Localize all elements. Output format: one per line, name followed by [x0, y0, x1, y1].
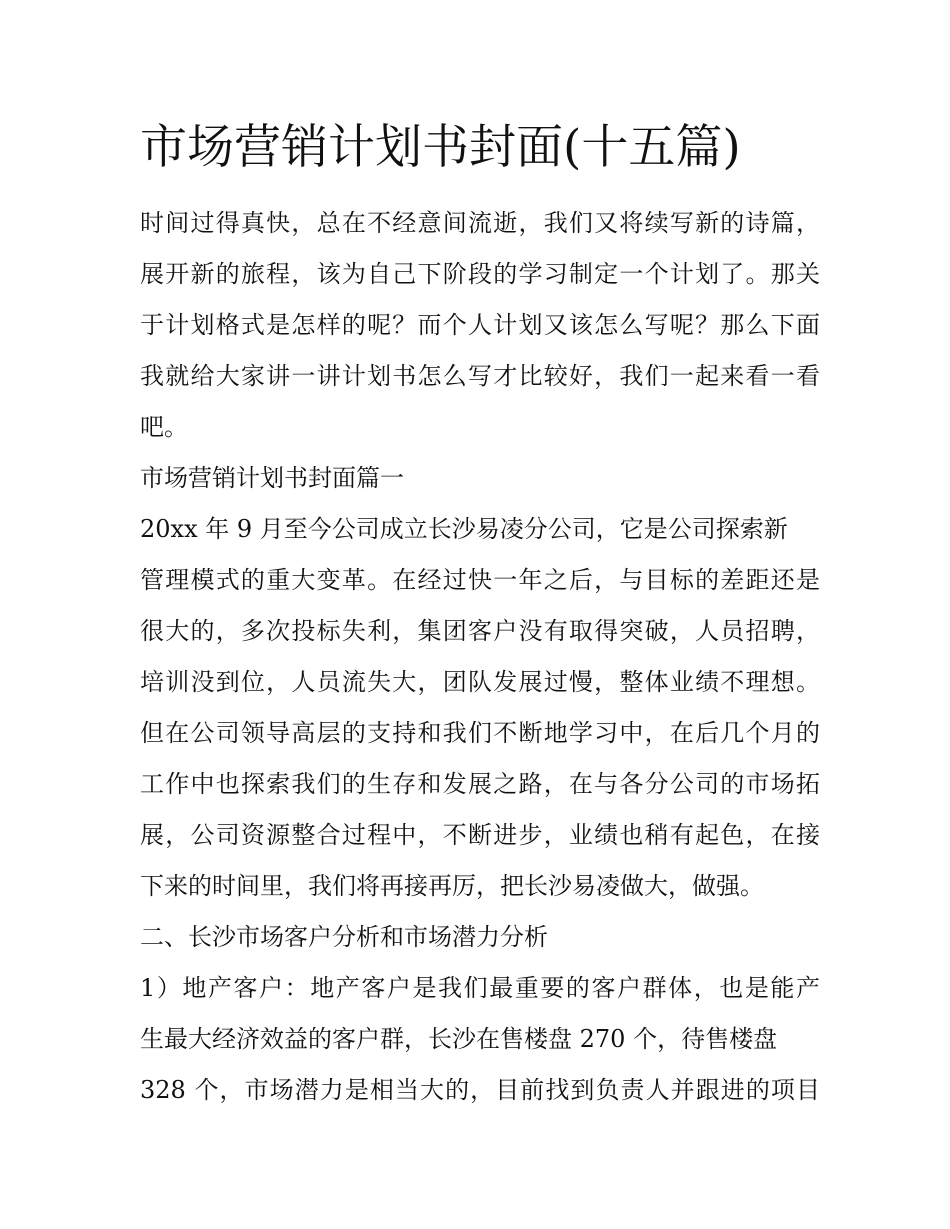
paragraph-line: 下来的时间里，我们将再接再厉，把长沙易凌做大，做强。 — [140, 872, 764, 900]
paragraph-line: 工作中也探索我们的生存和发展之路，在与各分公司的市场拓 — [140, 770, 820, 798]
paragraph-line: 我就给大家讲一讲计划书怎么写才比较好，我们一起来看一看 — [140, 362, 820, 390]
document-title: 市场营销计划书封面(十五篇) — [140, 120, 741, 175]
document-body — [140, 198, 820, 1116]
section-heading: 市场营销计划书封面篇一 — [140, 464, 404, 492]
paragraph-line: 展开新的旅程，该为自己下阶段的学习制定一个计划了。那关 — [140, 260, 820, 288]
paragraph-line: 20xx 年 9 月至今公司成立长沙易凌分公司，它是公司探索新 — [140, 515, 788, 543]
paragraph-line: 展，公司资源整合过程中，不断进步，业绩也稍有起色，在接 — [140, 821, 820, 849]
paragraph-line: 培训没到位，人员流失大，团队发展过慢，整体业绩不理想。 — [140, 668, 820, 696]
paragraph-line: 于计划格式是怎样的呢？而个人计划又该怎么写呢？那么下面 — [140, 311, 820, 339]
section-heading: 二、长沙市场客户分析和市场潜力分析 — [140, 923, 548, 951]
paragraph-line: 1）地产客户：地产客户是我们最重要的客户群体，也是能产 — [140, 974, 820, 1002]
paragraph-line: 328 个，市场潜力是相当大的，目前找到负责人并跟进的项目 — [140, 1076, 820, 1104]
paragraph-line: 生最大经济效益的客户群，长沙在售楼盘 270 个，待售楼盘 — [140, 1025, 778, 1053]
paragraph-line: 管理模式的重大变革。在经过快一年之后，与目标的差距还是 — [140, 566, 820, 594]
paragraph-line: 时间过得真快，总在不经意间流逝，我们又将续写新的诗篇， — [140, 209, 820, 237]
paragraph-line: 很大的，多次投标失利，集团客户没有取得突破，人员招聘， — [140, 617, 820, 645]
paragraph-line: 吧。 — [140, 413, 188, 441]
paragraph-line: 但在公司领导高层的支持和我们不断地学习中，在后几个月的 — [140, 719, 820, 747]
